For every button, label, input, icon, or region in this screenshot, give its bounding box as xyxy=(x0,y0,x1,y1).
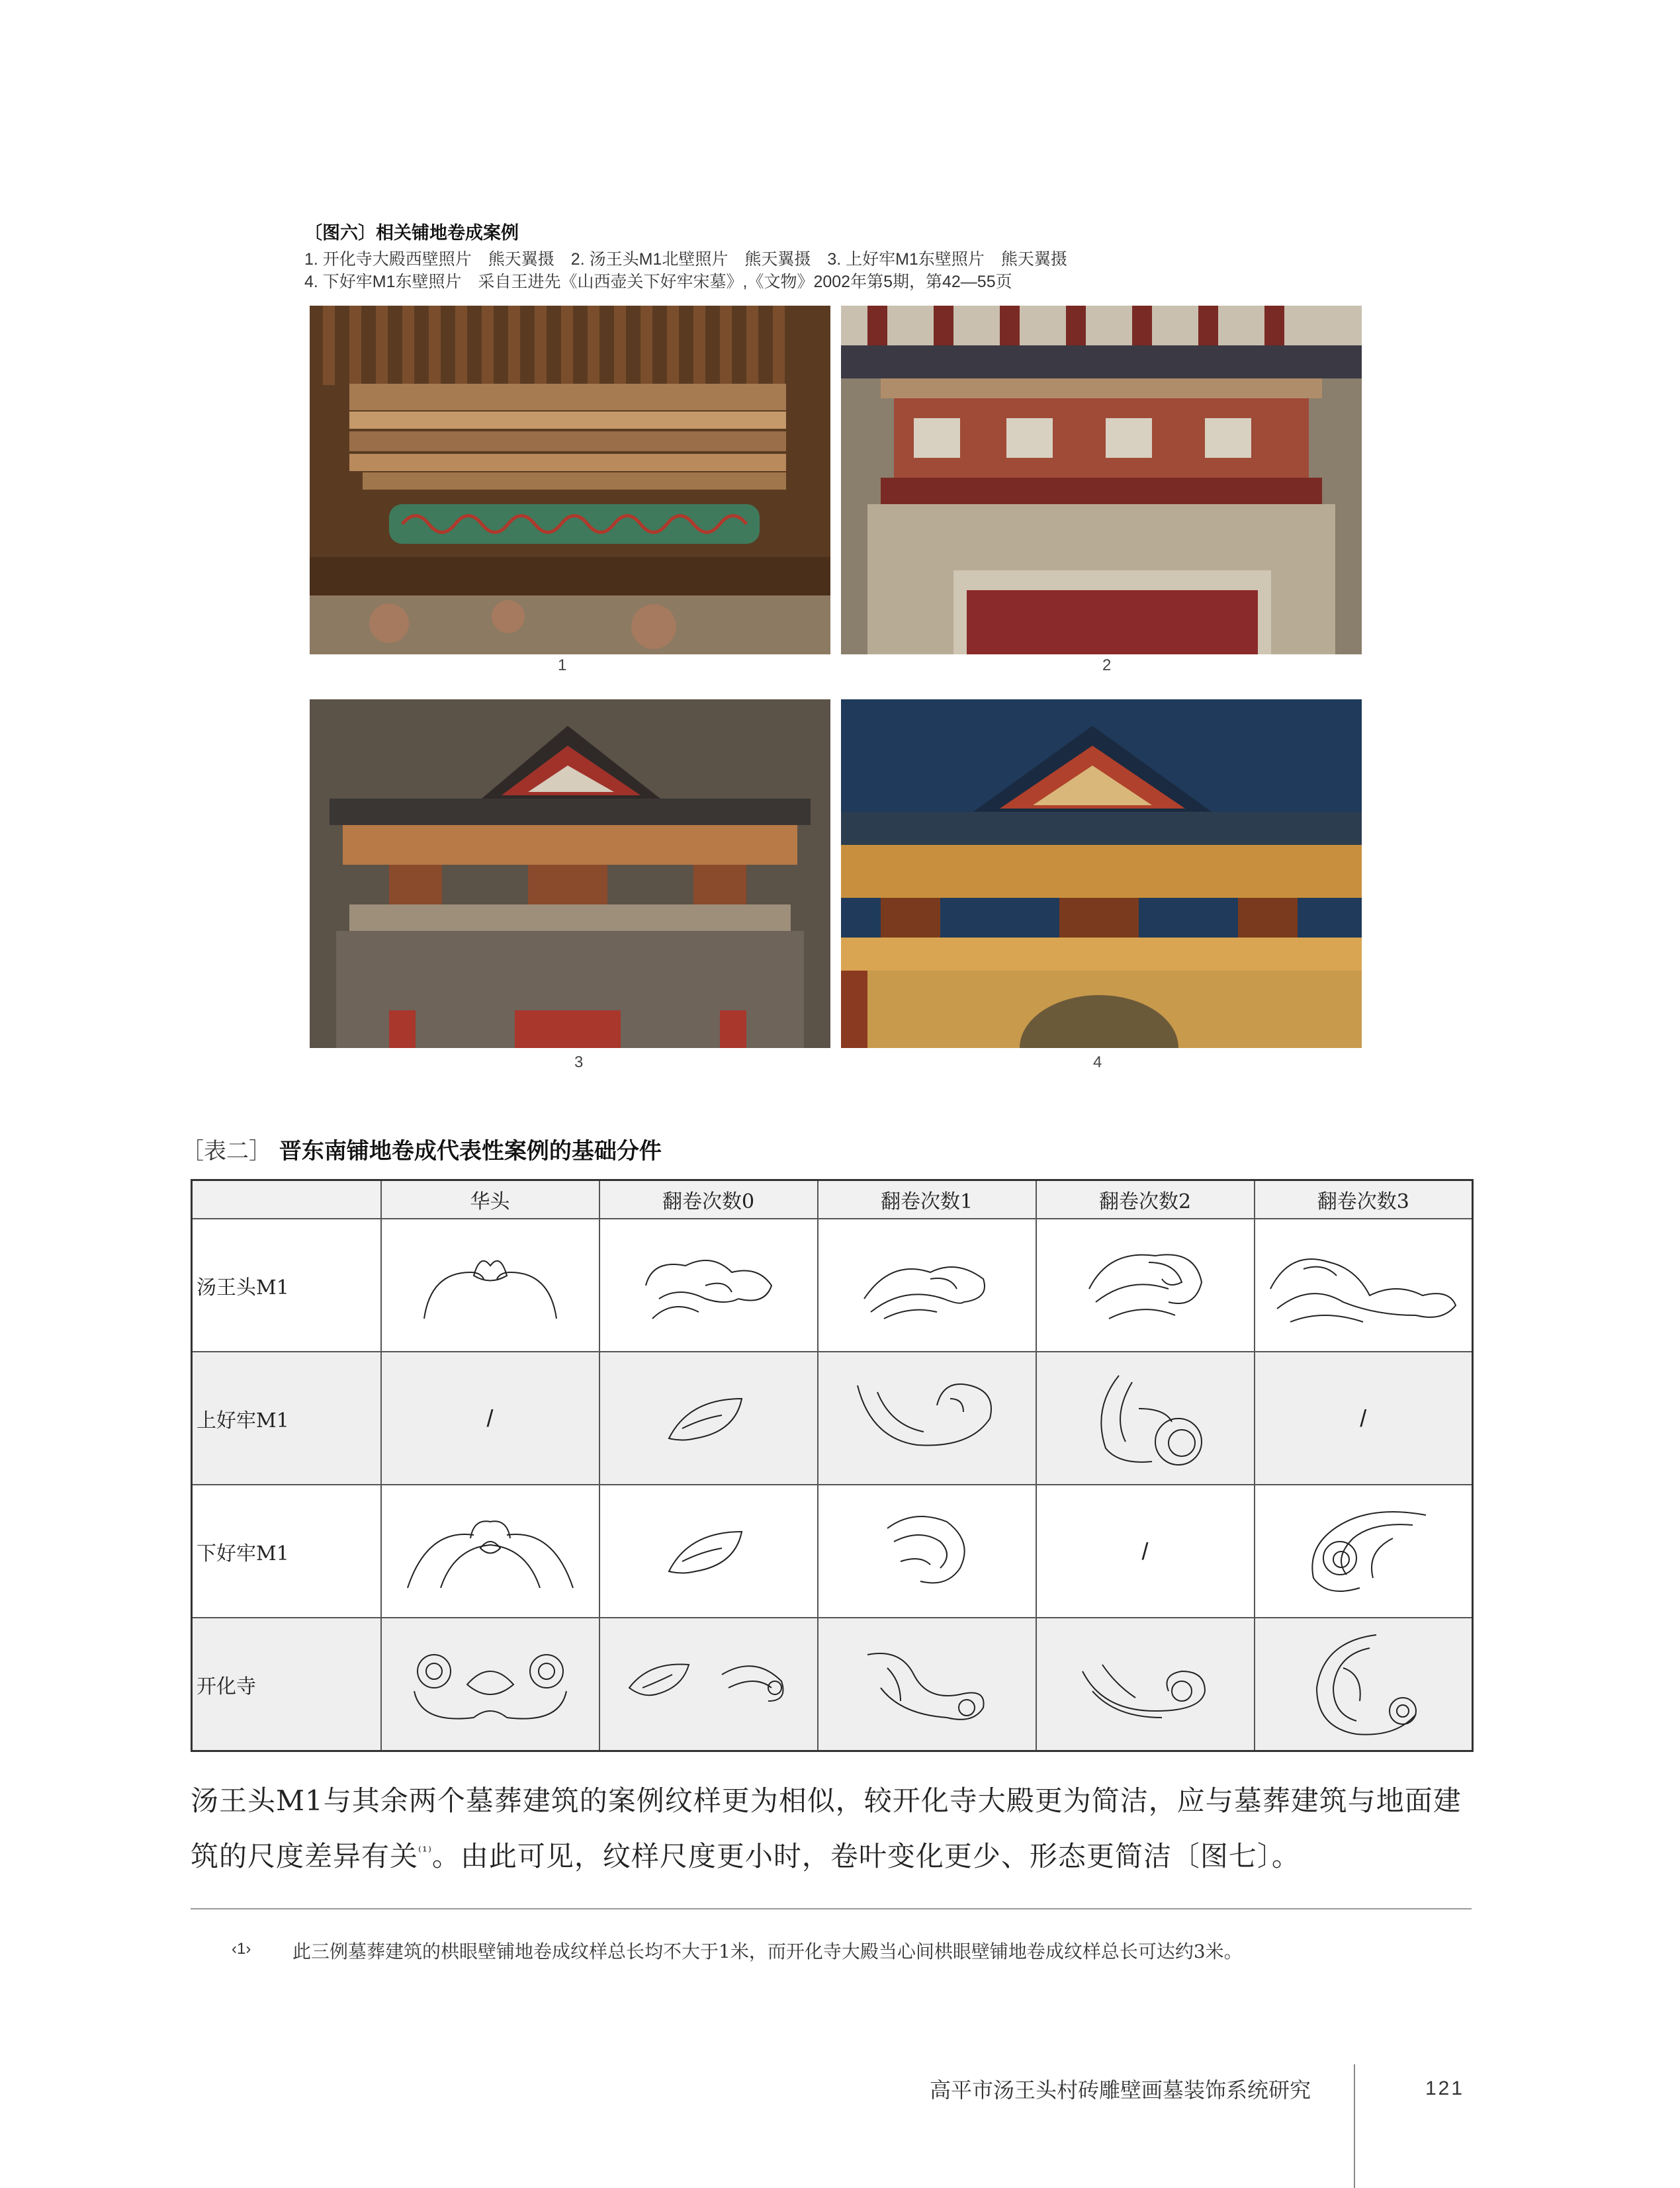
running-footer-title: 高平市汤王头村砖雕壁画墓装饰系统研究 xyxy=(930,2078,1311,2103)
pattern-drawing-fold-2 xyxy=(1036,1352,1255,1485)
empty-cell-mark xyxy=(1255,1352,1473,1485)
header-fold-2: 翻卷次数2 xyxy=(1036,1180,1255,1219)
row-label: 上好牢M1 xyxy=(192,1352,381,1485)
paragraph-part-1: 汤王头M1与其余两个墓葬建筑的案例纹样更为相似，较开化寺大殿更为简洁，应与墓葬建筑与地面建筑的尺度差异有关 xyxy=(191,1784,1462,1872)
table-row xyxy=(192,1618,1473,1751)
header-corner xyxy=(192,1180,381,1219)
figure-caption xyxy=(304,218,1429,293)
pattern-drawing-huatou xyxy=(381,1485,599,1618)
pattern-drawing-fold-0 xyxy=(599,1485,818,1618)
pattern-drawing-fold-0 xyxy=(599,1219,818,1352)
pattern-drawing-fold-1 xyxy=(818,1219,1036,1352)
pattern-drawing-fold-0 xyxy=(599,1618,818,1751)
table-header-row xyxy=(192,1180,1473,1219)
row-label: 下好牢M1 xyxy=(192,1485,381,1618)
table-row xyxy=(192,1219,1473,1352)
table-title-text: 晋东南铺地卷成代表性案例的基础分件 xyxy=(279,1138,662,1164)
empty-cell-mark xyxy=(381,1352,599,1485)
pattern-drawing-fold-3 xyxy=(1255,1618,1473,1751)
pattern-drawing-huatou xyxy=(381,1219,599,1352)
pattern-drawing-fold-2 xyxy=(1036,1618,1255,1751)
footnote-reference: ⁽¹⁾ xyxy=(418,1843,432,1859)
photo-1-kaihua-temple xyxy=(310,306,830,654)
photo-4-xiahaolao-m1 xyxy=(841,699,1362,1048)
pattern-drawing-fold-1 xyxy=(818,1618,1036,1751)
table-row xyxy=(192,1485,1473,1618)
photo-label-4: 4 xyxy=(1093,1053,1102,1071)
figure-title: 〔图六〕相关铺地卷成案例 xyxy=(304,223,519,243)
footnote-text: 此三例墓葬建筑的栱眼壁铺地卷成纹样总长均不大于1米，而开化寺大殿当心间栱眼壁铺地卷成纹样总长可达约3米。 xyxy=(292,1941,1243,1962)
figure-caption-line-2: 4. 下好牢M1东壁照片 采自王进先《山西壶关下好牢宋墓》,《文物》2002年第5期，第42—55页 xyxy=(304,273,1012,291)
header-huatou: 华头 xyxy=(381,1180,599,1219)
body-paragraph xyxy=(191,1775,1474,1882)
photo-2-tangwangtou-m1 xyxy=(841,306,1362,654)
pattern-drawing-huatou xyxy=(381,1618,599,1751)
pattern-drawing-fold-3 xyxy=(1255,1485,1473,1618)
pattern-drawing-fold-1 xyxy=(818,1485,1036,1618)
empty-cell-mark xyxy=(1036,1485,1255,1618)
figure-caption-line-1: 1. 开化寺大殿西壁照片 熊天翼摄 2. 汤王头M1北壁照片 熊天翼摄 3. 上好牢M1东壁照片 熊天翼摄 xyxy=(304,250,1067,269)
header-fold-0: 翻卷次数0 xyxy=(599,1180,818,1219)
header-fold-3: 翻卷次数3 xyxy=(1255,1180,1473,1219)
pattern-table xyxy=(191,1179,1474,1752)
photo-label-3: 3 xyxy=(574,1053,584,1071)
footnote-mark: ‹1› xyxy=(232,1940,251,1958)
footer-divider xyxy=(1354,2064,1355,2188)
header-fold-1: 翻卷次数1 xyxy=(818,1180,1036,1219)
empty-mark: / xyxy=(1360,1404,1367,1432)
pattern-drawing-fold-1 xyxy=(818,1352,1036,1485)
pattern-drawing-fold-3 xyxy=(1255,1219,1473,1352)
photo-3-shanghaolao-m1 xyxy=(310,699,830,1048)
empty-mark: / xyxy=(1141,1537,1149,1565)
footnote-divider xyxy=(191,1908,1472,1909)
table-title-bracket: ［表二］ xyxy=(181,1138,271,1164)
empty-mark: / xyxy=(486,1404,494,1432)
page-number: 121 xyxy=(1425,2078,1465,2099)
pattern-drawing-fold-0 xyxy=(599,1352,818,1485)
pattern-drawing-fold-2 xyxy=(1036,1219,1255,1352)
table-row xyxy=(192,1352,1473,1485)
photo-label-2: 2 xyxy=(1102,656,1112,674)
row-label: 开化寺 xyxy=(192,1618,381,1751)
photo-label-1: 1 xyxy=(558,656,567,674)
row-label: 汤王头M1 xyxy=(192,1219,381,1352)
table-title xyxy=(181,1133,662,1165)
paragraph-part-2: 。由此可见，纹样尺度更小时，卷叶变化更少、形态更简洁〔图七〕。 xyxy=(431,1840,1300,1872)
